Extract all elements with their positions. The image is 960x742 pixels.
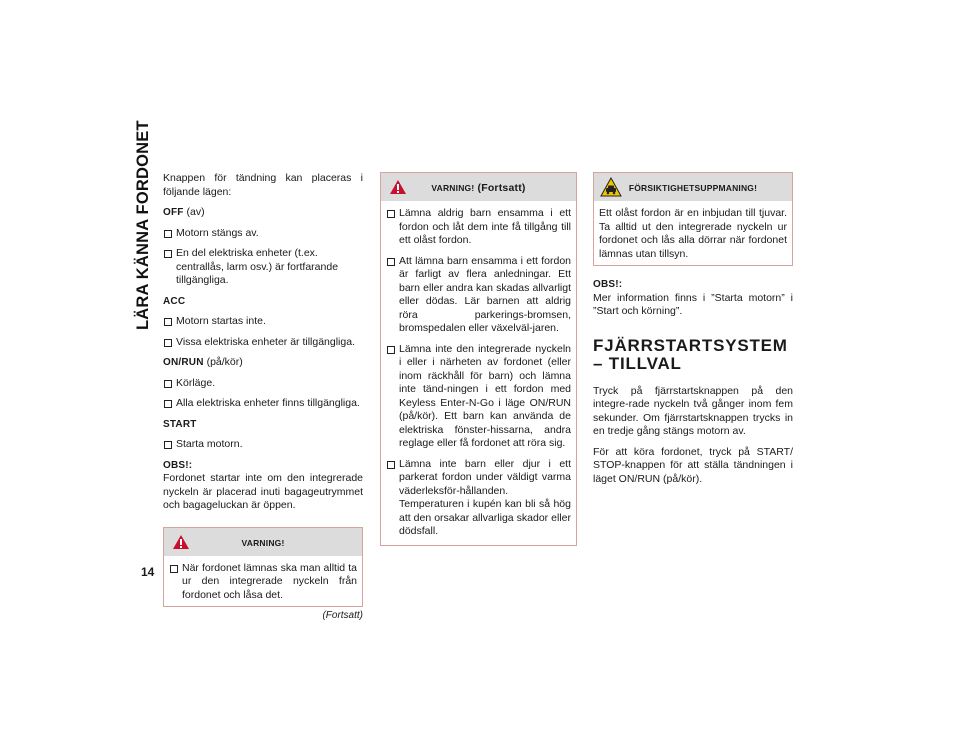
checkbox-bullet-icon [164, 250, 172, 258]
list-item: Vissa elektriska enheter är tillgängliga. [163, 336, 363, 350]
body-paragraph: Tryck på fjärrstartsknappen på den integre-rade nyckeln två gånger inom fem sekunder. Om fjärrstartsknappen trycks in en tredje gång stängs motorn av. [593, 384, 793, 437]
ignition-intro: Knappen för tändning kan placeras i följande lägen: [163, 172, 363, 198]
checkbox-bullet-icon [164, 230, 172, 238]
continued-note: (Fortsatt) [322, 610, 363, 621]
off-suffix: (av) [183, 206, 205, 218]
warning-title: VARNING! [241, 537, 285, 548]
start-heading: START [163, 418, 197, 430]
list-item: Lämna aldrig barn ensamma i ett fordon och låt dem inte få tillgång till ett olåst fordon. [386, 207, 571, 248]
acc-heading: ACC [163, 295, 186, 307]
checkbox-bullet-icon [387, 346, 395, 354]
note-label: OBS!: [593, 279, 623, 290]
note-label: OBS!: [163, 459, 193, 471]
caution-header [594, 173, 792, 201]
checkbox-bullet-icon [387, 461, 395, 469]
list-item: En del elektriska enheter (t.ex. centrallås, larm osv.) är fortfarande tillgängliga. [163, 247, 363, 288]
list-item: Starta motorn. [163, 438, 363, 452]
list-item: Alla elektriska enheter finns tillgängliga. [163, 397, 363, 411]
list-item: Lämna inte den integrerade nyckeln i eller i närheten av fordonet (eller inom räckhåll för barn) och lämna inte tänd-ningen i ett fordon med Keyless Enter-N-Go i läge ON/RUN (på/kör). Ett barn kan använda de elektriska fönster-hissarna, andra reglage eller få fordonet att röra sig. [386, 343, 571, 451]
note-text: Mer information finns i ”Starta motorn” i ”Start och körning”. [593, 291, 793, 317]
column-1 [163, 172, 363, 623]
off-label: OFF [163, 207, 184, 218]
off-heading [163, 206, 363, 220]
checkbox-bullet-icon [164, 380, 172, 388]
list-item: Körläge. [163, 377, 363, 391]
list-item: Att lämna barn ensamma i ett fordon är farligt av flera anledningar. Ett barn eller andra kan skadas allvarligt eller dödas. Lär barnen att aldrig röra parkerings-bromsen, bromspedalen eller växelväl-jaren. [386, 255, 571, 336]
checkbox-bullet-icon [164, 441, 172, 449]
chapter-side-title [134, 120, 154, 600]
caution-text: Ett olåst fordon är en inbjudan till tjuvar. Ta alltid ut den integrerade nyckeln ur fordonet och lås alla dörrar när fordonet lämnas utan tillsyn. [599, 207, 787, 260]
checkbox-bullet-icon [164, 318, 172, 326]
page-number: 14 [141, 565, 155, 579]
checkbox-bullet-icon [387, 210, 395, 218]
warning-box [163, 527, 363, 608]
caution-box [593, 172, 793, 266]
warning-box-continued [380, 172, 577, 546]
column-3 [593, 172, 793, 493]
checkbox-bullet-icon [387, 258, 395, 266]
list-item: Motorn startas inte. [163, 315, 363, 329]
list-item: Lämna inte barn eller djur i ett parkerat fordon under väldigt varma väderleksför-hållanden. Temperaturen i kupén kan bli så hög att den orsakar allvarliga skador eller dödsfall. [386, 458, 571, 539]
warning-header [164, 528, 362, 556]
warning-title: VARNING! (Fortsatt) [431, 182, 526, 194]
chapter-title-text: LÄRA KÄNNA FORDONET [134, 120, 152, 330]
section-heading: FJÄRRSTARTSYSTEM – TILLVAL [593, 335, 788, 373]
warning-header [381, 173, 576, 201]
checkbox-bullet-icon [164, 400, 172, 408]
list-item: Motorn stängs av. [163, 227, 363, 241]
warning-body [381, 201, 576, 545]
list-item: När fordonet lämnas ska man alltid ta ur den integrerade nyckeln från fordonet och låsa det. [169, 562, 357, 603]
caution-title: FÖRSIKTIGHETSUPPMANING! [628, 183, 758, 193]
checkbox-bullet-icon [170, 565, 178, 573]
body-paragraph: För att köra fordonet, tryck på START/ STOP-knappen för att ställa tändningen i läget ON/RUN (på/kör). [593, 445, 793, 485]
checkbox-bullet-icon [164, 339, 172, 347]
note-text: Fordonet startar inte om den integrerade nyckeln är placerad inuti bagageutrymmet och bagageluckan är öppen. [163, 472, 363, 511]
onrun-heading: ON/RUN (på/kör) [163, 356, 243, 368]
warning-body [164, 556, 362, 607]
column-2 [380, 172, 577, 546]
